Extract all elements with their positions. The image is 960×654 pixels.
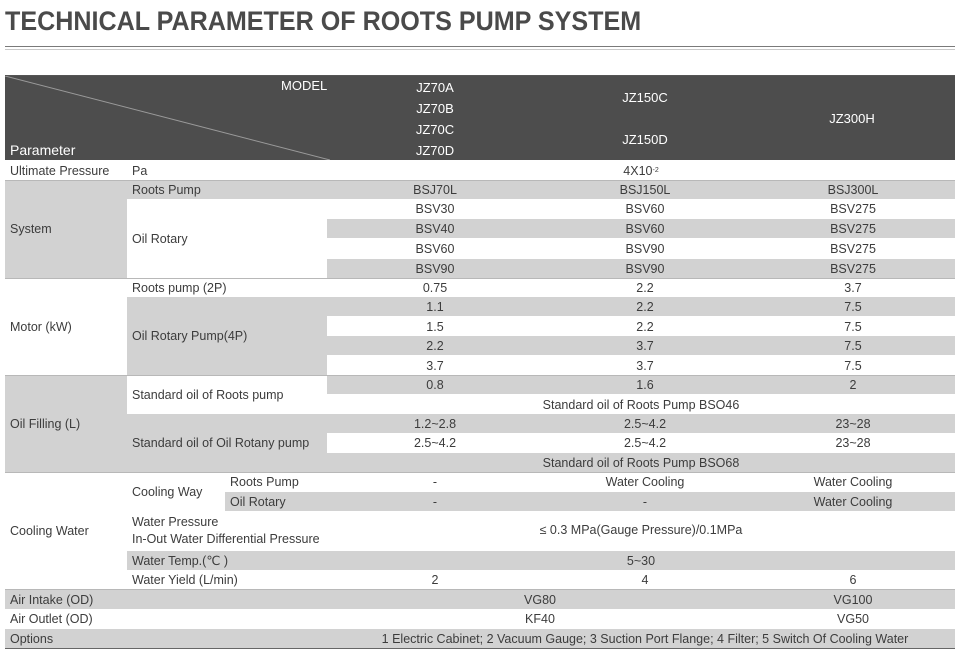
ultimate-pressure-label: Ultimate Pressure <box>5 161 127 180</box>
cooling-oil-c3: Water Cooling <box>813 494 893 509</box>
std-rotary-note: Standard oil of Roots Pump BSO68 <box>327 453 955 472</box>
std-rotary-2-c2: 2.5~4.2 <box>623 435 667 450</box>
model-jz150d: JZ150D <box>622 131 668 147</box>
system-oil-3-c2: BSV90 <box>625 241 665 256</box>
air-intake-value-3: VG100 <box>833 592 873 607</box>
cooling-water-label: Cooling Water <box>5 472 127 589</box>
model-jz150c: JZ150C <box>622 89 668 105</box>
water-pressure-value: ≤ 0.3 MPa(Gauge Pressure)/0.1MPa <box>327 511 955 549</box>
motor-oil-1-c1: 1.1 <box>426 299 444 314</box>
system-oil-3-c1: BSV60 <box>415 241 455 256</box>
water-temp-label: Water Temp.(℃ ) <box>132 554 228 568</box>
motor-oil-3-c3: 7.5 <box>844 338 862 353</box>
cooling-roots-c1: - <box>432 474 438 489</box>
system-oil-2-c2: BSV60 <box>625 221 665 236</box>
motor-roots-c1: 0.75 <box>422 280 448 295</box>
model-jz70a: JZ70A <box>416 79 454 95</box>
air-intake-label: Air Intake (OD) <box>10 592 94 607</box>
water-yield-c1: 2 <box>431 572 439 587</box>
cooling-roots-c2: Water Cooling <box>605 474 685 489</box>
std-rotary-1-c3: 23~28 <box>835 416 871 431</box>
water-diff-pressure-label: In-Out Water Differential Pressure <box>127 530 327 548</box>
system-oil-4-c1: BSV90 <box>415 261 455 276</box>
system-label: System <box>5 180 127 278</box>
motor-oil-2-c2: 2.2 <box>636 319 654 334</box>
options-label: Options <box>10 631 54 646</box>
std-roots-note: Standard oil of Roots Pump BSO46 <box>327 395 955 414</box>
system-oil-4-c3: BSV275 <box>830 261 876 276</box>
std-rotary-2-c3: 23~28 <box>835 435 871 450</box>
water-yield-c3: 6 <box>849 572 857 587</box>
motor-label: Motor (kW) <box>5 278 127 375</box>
std-roots-c3: 2 <box>849 377 857 392</box>
row-divider <box>5 180 955 181</box>
system-oil-3-c3: BSV275 <box>830 241 876 256</box>
std-roots-label: Standard oil of Roots pump <box>127 375 327 414</box>
air-outlet-value-12: KF40 <box>525 611 555 626</box>
std-rotary-1-c2: 2.5~4.2 <box>623 416 667 431</box>
system-oil-4-c2: BSV90 <box>625 261 665 276</box>
model-jz70b: JZ70B <box>416 100 454 116</box>
title-rule <box>5 46 955 47</box>
options-value: 1 Electric Cabinet; 2 Vacuum Gauge; 3 Suction Port Flange; 4 Filter; 5 Switch Of Cooling Water <box>381 631 909 646</box>
water-temp-value: 5~30 <box>626 553 656 568</box>
system-roots-c1: BSJ70L <box>413 182 457 197</box>
air-outlet-label: Air Outlet (OD) <box>5 609 205 628</box>
table-bottom-rule <box>5 648 955 649</box>
motor-oil-3-c1: 2.2 <box>426 338 444 353</box>
motor-roots-c2: 2.2 <box>636 280 654 295</box>
cooling-oil-label: Oil Rotary <box>230 494 286 509</box>
motor-oil-label: Oil Rotary Pump(4P) <box>127 297 327 375</box>
std-roots-c1: 0.8 <box>426 377 444 392</box>
system-oil-1-c1: BSV30 <box>415 201 455 216</box>
std-roots-c2: 1.6 <box>636 377 654 392</box>
motor-oil-3-c2: 3.7 <box>636 338 654 353</box>
row-divider <box>5 472 955 473</box>
row-divider <box>5 375 955 376</box>
ultimate-pressure-unit: Pa <box>127 161 327 180</box>
model-jz70d: JZ70D <box>415 142 455 158</box>
system-roots-c2: BSJ150L <box>619 182 671 197</box>
system-oil-1-c3: BSV275 <box>830 201 876 216</box>
system-oil-2-c1: BSV40 <box>415 221 455 236</box>
water-yield-c2: 4 <box>641 572 649 587</box>
std-rotary-2-c1: 2.5~4.2 <box>413 435 457 450</box>
row-divider <box>5 278 955 279</box>
motor-oil-4-c3: 7.5 <box>844 358 862 373</box>
page-title: TECHNICAL PARAMETER OF ROOTS PUMP SYSTEM <box>5 6 642 36</box>
air-intake-value-12: VG80 <box>524 592 556 607</box>
motor-roots-label: Roots pump (2P) <box>127 278 327 297</box>
motor-roots-c3: 3.7 <box>844 280 862 295</box>
cooling-oil-c1: - <box>432 494 438 509</box>
cooling-way-label: Cooling Way <box>127 472 225 511</box>
water-yield-label: Water Yield (L/min) <box>127 570 327 589</box>
std-rotary-label: Standard oil of Oil Rotany pump <box>127 414 327 472</box>
air-outlet-value-3: VG50 <box>837 611 869 626</box>
ultimate-pressure-value: 4X10 -2 <box>327 161 955 180</box>
motor-oil-1-c2: 2.2 <box>636 299 654 314</box>
row-divider <box>5 589 955 590</box>
cooling-oil-c2: - <box>642 494 648 509</box>
water-pressure-label: Water Pressure <box>127 513 327 531</box>
motor-oil-4-c2: 3.7 <box>636 358 654 373</box>
model-label: MODEL <box>281 77 328 93</box>
title-rule-thin <box>5 49 955 50</box>
system-roots-c3: BSJ300L <box>827 182 879 197</box>
motor-oil-2-c1: 1.5 <box>426 319 444 334</box>
system-oil-1-c2: BSV60 <box>625 201 665 216</box>
parameter-label: Parameter <box>10 142 76 158</box>
std-rotary-1-c1: 1.2~2.8 <box>413 416 457 431</box>
model-jz300h: JZ300H <box>829 110 875 126</box>
motor-oil-1-c3: 7.5 <box>844 299 862 314</box>
oil-filling-label: Oil Filling (L) <box>5 375 127 472</box>
system-oil-2-c3: BSV275 <box>830 221 876 236</box>
cooling-roots-label: Roots Pump <box>225 472 335 491</box>
system-roots-label: Roots Pump <box>132 182 201 197</box>
system-oil-label: Oil Rotary <box>127 199 327 278</box>
cooling-roots-c3: Water Cooling <box>813 474 893 489</box>
model-jz70c: JZ70C <box>415 121 455 137</box>
motor-oil-4-c1: 3.7 <box>426 358 444 373</box>
motor-oil-2-c3: 7.5 <box>844 319 862 334</box>
